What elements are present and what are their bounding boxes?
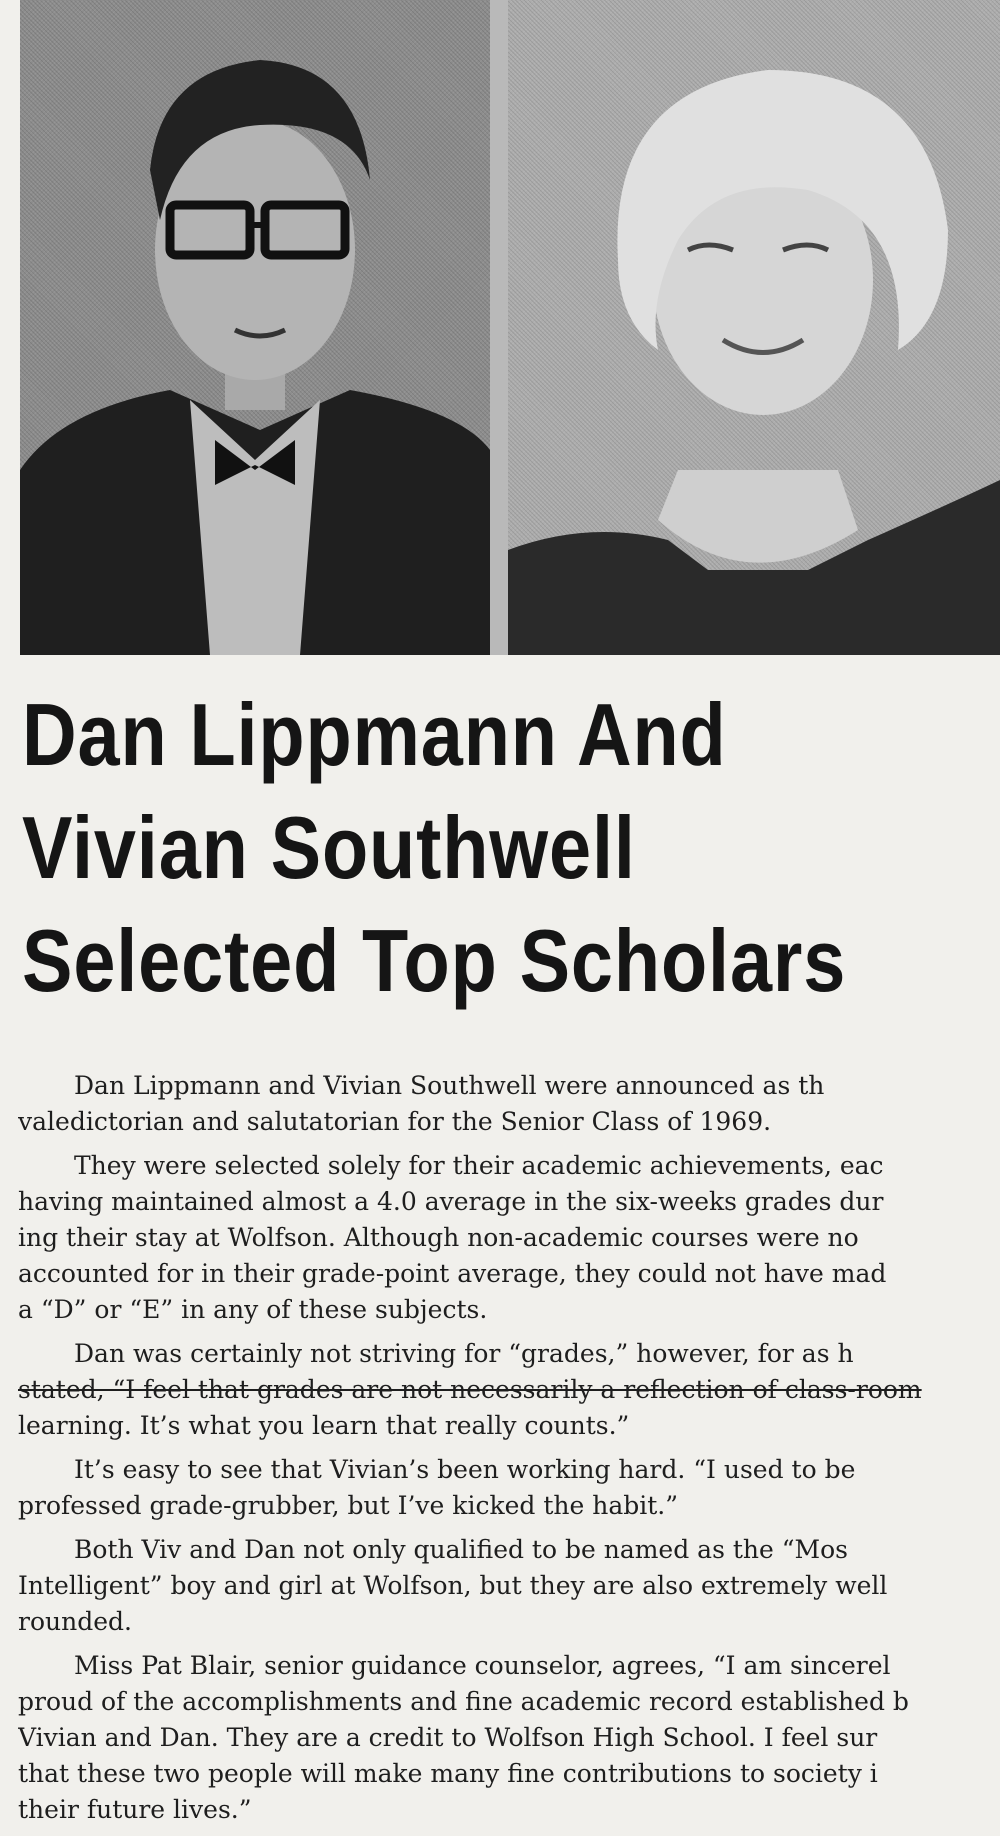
p2-line-4: accounted for in their grade-point average, they could not have mad <box>18 1259 887 1288</box>
paragraph-5 <box>18 1532 1000 1640</box>
p5-line-3: rounded. <box>18 1607 132 1636</box>
p6-line-3: Vivian and Dan. They are a credit to Wolfson High School. I feel sur <box>18 1723 878 1752</box>
paragraph-6 <box>18 1648 1000 1828</box>
p6-line-2: proud of the accomplishments and fine academic record established b <box>18 1687 909 1716</box>
p6-line-4: that these two people will make many fine contributions to society i <box>18 1759 878 1788</box>
p3-line-1: Dan was certainly not striving for “grades,” however, for as h <box>74 1339 854 1368</box>
p5-line-1: Both Viv and Dan not only qualified to be named as the “Mos <box>74 1535 849 1564</box>
p2-line-3: ing their stay at Wolfson. Although non-academic courses were no <box>18 1223 859 1252</box>
portrait-dan-lippmann <box>20 0 490 655</box>
p1-line-1: Dan Lippmann and Vivian Southwell were announced as th <box>74 1071 825 1100</box>
headline-line-1: Dan Lippmann And <box>22 685 727 784</box>
p2-line-1: They were selected solely for their academic achievements, eac <box>74 1151 884 1180</box>
paragraph-3 <box>18 1336 1000 1444</box>
p6-line-5: their future lives.” <box>18 1795 252 1824</box>
p1-line-2: valedictorian and salutatorian for the Senior Class of 1969. <box>18 1107 772 1136</box>
portrait-vivian-southwell <box>508 0 1000 655</box>
headline-line-3: Selected Top Scholars <box>22 911 847 1010</box>
p5-line-2: Intelligent” boy and girl at Wolfson, but they are also extremely well <box>18 1571 888 1600</box>
p2-line-2: having maintained almost a 4.0 average in the six-weeks grades dur <box>18 1187 884 1216</box>
headline <box>22 678 848 1017</box>
headline-line-2: Vivian Southwell <box>22 798 636 897</box>
paragraph-4 <box>18 1452 1000 1524</box>
p4-line-2: professed grade-grubber, but I’ve kicked the habit.” <box>18 1491 679 1520</box>
p3-line-3: learning. It’s what you learn that really counts.” <box>18 1411 630 1440</box>
p2-line-5: a “D” or “E” in any of these subjects. <box>18 1295 488 1324</box>
paragraph-1 <box>18 1068 1000 1140</box>
portrait-right-drawing <box>508 0 1000 655</box>
portrait-left-drawing <box>20 0 490 655</box>
p4-line-1: It’s easy to see that Vivian’s been working hard. “I used to be <box>74 1455 856 1484</box>
paragraph-2 <box>18 1148 1000 1328</box>
p3-line-2: stated, “I feel that grades are not necessarily a reflection of class-room <box>18 1375 922 1404</box>
photo-row <box>20 0 1000 655</box>
photo-divider <box>490 0 508 655</box>
p6-line-1: Miss Pat Blair, senior guidance counselor, agrees, “I am sincerel <box>74 1651 891 1680</box>
article-body <box>18 1068 1000 1836</box>
